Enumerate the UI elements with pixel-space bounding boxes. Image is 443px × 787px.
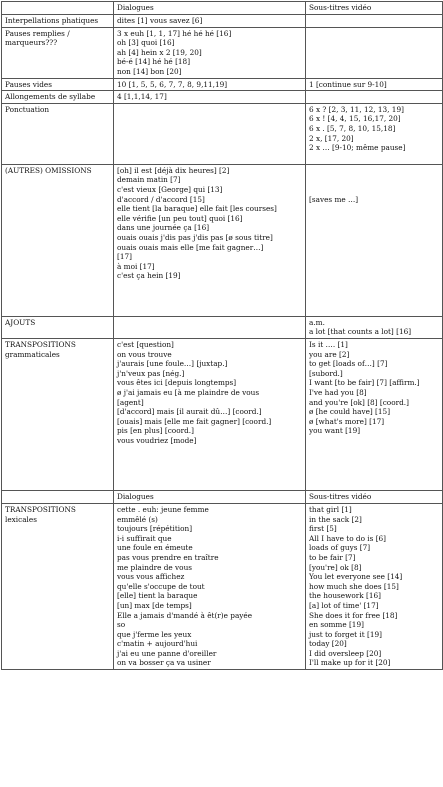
row-subtitles (306, 103, 443, 164)
cell-line: j'aurais [une foule…] [juxtap.] (117, 359, 228, 369)
cell-line: I did oversleep [20] (309, 648, 382, 658)
cell-line (309, 185, 439, 195)
cell-line: pis [en plus] [coord.] (117, 426, 194, 436)
table-row (2, 164, 443, 316)
cell-line: pas vous prendre en traître (117, 552, 219, 562)
cell-line: c'est vieux [George] qui [13] (117, 184, 223, 194)
cell-line: [a] lot of time' [17] (309, 600, 379, 610)
cell-line: [ouais] mais [elle me fait gagner] [coord.] (117, 416, 272, 426)
cell-line: you want [19] (309, 426, 361, 436)
row-category (2, 103, 114, 164)
cell-line: emmêlé (s) (117, 514, 158, 524)
cell-line: 1 [continue sur 9-10] (309, 79, 387, 89)
header-col2: Dialogues (114, 2, 306, 15)
cell-line: c'matin + aujourd'hui (117, 639, 198, 649)
row-subtitles (306, 316, 443, 338)
cell-line: that girl [1] (309, 504, 352, 514)
row-dialogues (114, 78, 306, 91)
cell-line: [agent] (117, 397, 144, 407)
comparison-table (1, 1, 443, 670)
cell-line: toujours [répétition] (117, 524, 193, 534)
cell-line: today [20] (309, 639, 347, 649)
cell-line: ø [what's more] [17] (309, 416, 385, 426)
cell-line: on vous trouve (117, 349, 172, 359)
cell-line: elle vérifie [un peu tout] quoi [16] (117, 213, 243, 223)
row-category (2, 78, 114, 91)
cell-line: a.m. (309, 317, 325, 327)
cell-line: ø [he could have] [15] (309, 407, 391, 417)
cell-line: to be fair [7] (309, 552, 356, 562)
row-category (2, 27, 114, 78)
cell-line: j'ai eu une panne d'oreiller (117, 648, 217, 658)
row-category (2, 164, 114, 316)
cell-line: so (117, 620, 126, 630)
cell-line: first [5] (309, 524, 337, 534)
row-dialogues (114, 316, 306, 338)
row-category (2, 503, 114, 669)
cell-line: dans une journée ça [16] (117, 223, 210, 233)
cell-line: qu'elle s'occupe de tout (117, 581, 205, 591)
cell-line: TRANSPOSITIONS (5, 339, 76, 349)
header-col2: Dialogues (114, 490, 306, 503)
cell-line: c'est [question] (117, 339, 174, 349)
table-header-row-repeat (2, 490, 443, 503)
cell-line: cette . euh: jeune femme (117, 504, 209, 514)
cell-line: j'n'veux pas [nég.] (117, 368, 185, 378)
table-row (2, 27, 443, 78)
cell-line: c'est ça hein [19] (117, 271, 181, 281)
row-dialogues (114, 103, 306, 164)
cell-line (309, 175, 439, 185)
cell-line: You let everyone see [14] (309, 572, 403, 582)
cell-line: 6 x ? [2, 3, 11, 12, 13, 19] (309, 104, 404, 114)
row-category (2, 316, 114, 338)
table-header-row (2, 2, 443, 15)
cell-line: All I have to do is [6] (309, 533, 387, 543)
cell-line: ouais ouais j'dis pas j'dis pas [ø sous titre] (117, 232, 273, 242)
cell-line: dites [1] vous savez [6] (117, 16, 203, 25)
cell-line: d'accord / d'accord [15] (117, 194, 205, 204)
cell-line: you are [2] (309, 349, 350, 359)
cell-line (309, 166, 439, 176)
cell-line: on va bosser ça va usiner (117, 658, 211, 668)
cell-line: loads of guys [7] (309, 543, 371, 553)
row-category (2, 91, 114, 104)
cell-line: oh [3] quoi [16] (117, 38, 175, 48)
header-col3: Sous-titres vidéo (306, 2, 443, 15)
table-row (2, 78, 443, 91)
row-dialogues (114, 503, 306, 669)
cell-line: bé-é [14] hé hé [18] (117, 57, 191, 67)
cell-line: 2 x … [9-10; même pause] (309, 143, 406, 153)
row-subtitles (306, 338, 443, 490)
row-subtitles (306, 78, 443, 91)
cell-line: i-i suffirait que (117, 533, 172, 543)
cell-line: Interpellations phatiques (5, 16, 99, 25)
row-category (2, 338, 114, 490)
cell-line: the housework [16] (309, 591, 381, 601)
table-row (2, 316, 443, 338)
table-row (2, 338, 443, 490)
cell-line: marqueurs??? (5, 38, 58, 48)
cell-line: ah [4] hein x 2 [19, 20] (117, 47, 202, 57)
row-dialogues (114, 164, 306, 316)
row-subtitles (306, 91, 443, 104)
cell-line: [you're] ok [8] (309, 562, 362, 572)
cell-line: ø j'ai jamais eu [à me plaindre de vous (117, 387, 260, 397)
cell-line: me plaindre de vous (117, 562, 193, 572)
row-dialogues (114, 91, 306, 104)
cell-line: (AUTRES) OMISSIONS (5, 165, 92, 175)
cell-line: elle tient [la baraque] elle fait [les courses] (117, 204, 277, 214)
cell-line: une foule en émeute (117, 543, 193, 553)
row-category (2, 15, 114, 28)
row-subtitles (306, 15, 443, 28)
cell-line: [d'accord] mais [il aurait dû…] [coord.] (117, 407, 262, 417)
cell-line: Pauses remplies / (5, 28, 70, 38)
cell-line: Elle a jamais d'mandé à êt(r)e payée (117, 610, 253, 620)
cell-line: [un] max [de temps] (117, 600, 192, 610)
row-subtitles (306, 164, 443, 316)
cell-line: [elle] tient la baraque (117, 591, 198, 601)
cell-line: how much she does [15] (309, 581, 399, 591)
cell-line: demain matin [7] (117, 175, 181, 185)
row-dialogues (114, 15, 306, 28)
cell-line: 4 [1,1,14, 17] (117, 92, 167, 102)
cell-line: just to forget it [19] (309, 629, 382, 639)
cell-line: Is it …. [1] (309, 339, 348, 349)
cell-line: [saves me …] (309, 194, 359, 204)
row-dialogues (114, 27, 306, 78)
table-body (2, 2, 443, 670)
header-col3: Sous-titres vidéo (306, 490, 443, 503)
cell-line: grammaticales (5, 349, 60, 359)
cell-line: I've had you [8] (309, 387, 367, 397)
cell-line: 2 x, [17, 20] (309, 133, 354, 143)
cell-line: I want [to be fair] [7] [affirm.] (309, 378, 420, 388)
cell-line: Ponctuation (5, 104, 50, 114)
cell-line: lexicales (5, 514, 37, 524)
cell-line: 6 x ! [4, 4, 15, 16,17, 20] (309, 114, 401, 124)
cell-line: non [14] bon [20] (117, 66, 182, 76)
cell-line: vous vous affichez (117, 572, 185, 582)
row-dialogues (114, 338, 306, 490)
header-col1 (2, 490, 114, 503)
cell-line: TRANSPOSITIONS (5, 504, 76, 514)
cell-line: AJOUTS (5, 317, 36, 327)
table-row (2, 103, 443, 164)
cell-line: 10 [1, 5, 5, 6, 7, 7, 8, 9,11,19] (117, 79, 228, 89)
cell-line: Pauses vides (5, 79, 52, 89)
cell-line: vous voudriez [mode] (117, 435, 197, 445)
cell-line: 3 x euh [1, 1, 17] hé hé hé [16] (117, 28, 232, 38)
cell-line: Allongements de syllabe (5, 92, 96, 102)
row-subtitles (306, 503, 443, 669)
cell-line: a lot [that counts a lot] [16] (309, 327, 412, 337)
cell-line: I'll make up for it [20] (309, 658, 391, 668)
cell-line: [oh] il est [déjà dix heures] [2] (117, 165, 230, 175)
table-row (2, 91, 443, 104)
table-row (2, 15, 443, 28)
cell-line: She does it for free [18] (309, 610, 398, 620)
table-row-lexical (2, 503, 443, 669)
cell-line: in the sack [2] (309, 514, 362, 524)
cell-line: en somme [19] (309, 620, 364, 630)
cell-line: ouais ouais mais elle [me fait gagner…] (117, 242, 264, 252)
cell-line: and you're [ok] [8] [coord.] (309, 397, 409, 407)
cell-line: à moi [17] (117, 261, 155, 271)
cell-line: to get [loads of…] [7] (309, 359, 388, 369)
cell-line: vous êtes ici [depuis longtemps] (117, 378, 237, 388)
cell-line: [17] (117, 252, 132, 262)
cell-line: que j'ferme les yeux (117, 629, 192, 639)
row-subtitles (306, 27, 443, 78)
cell-line: 6 x . [5, 7, 8, 10, 15,18] (309, 123, 396, 133)
header-col1 (2, 2, 114, 15)
cell-line: [subord.] (309, 368, 343, 378)
